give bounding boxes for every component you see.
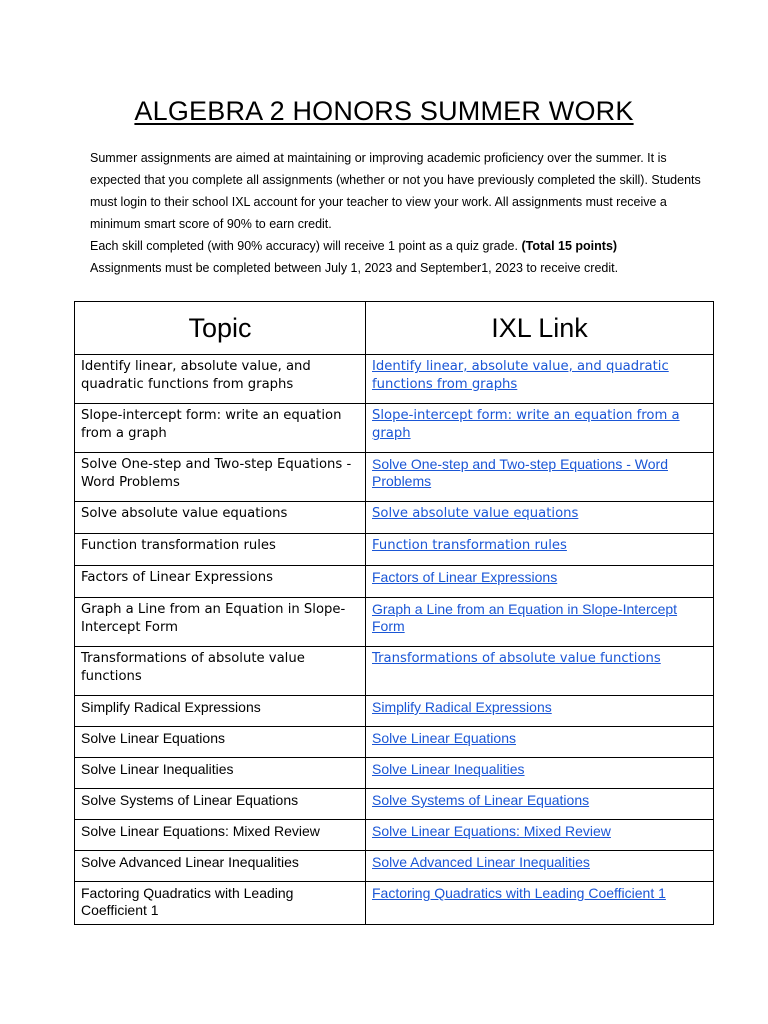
topic-cell: Transformations of absolute value functions: [75, 647, 366, 696]
table-row: [75, 598, 714, 647]
ixl-link[interactable]: Identify linear, absolute value, and quadratic functions from graphs: [372, 359, 669, 392]
topic-cell: Solve Linear Inequalities: [75, 758, 366, 789]
topic-cell: Factoring Quadratics with Leading Coefficient 1: [75, 882, 366, 925]
table-row: [75, 727, 714, 758]
link-cell: [366, 404, 714, 453]
table-row: [75, 534, 714, 566]
intro-points-total: (Total 15 points): [521, 238, 618, 253]
topic-cell: Simplify Radical Expressions: [75, 696, 366, 727]
ixl-link[interactable]: Graph a Line from an Equation in Slope-Intercept Form: [372, 601, 678, 634]
intro-points-text: Each skill completed (with 90% accuracy) will receive 1 point as a quiz grade.: [90, 238, 522, 253]
ixl-link[interactable]: Solve Systems of Linear Equations: [372, 792, 590, 808]
table-row: [75, 355, 714, 404]
table-row: [75, 758, 714, 789]
link-cell: [366, 758, 714, 789]
table-row: [75, 882, 714, 925]
ixl-link[interactable]: Solve One-step and Two-step Equations - Word Problems: [372, 456, 668, 489]
ixl-link[interactable]: Function transformation rules: [372, 538, 567, 553]
link-cell: [366, 647, 714, 696]
table-row: [75, 647, 714, 696]
table-row: [75, 502, 714, 534]
link-cell: [366, 851, 714, 882]
table-header-row: [75, 302, 714, 355]
topic-cell: Solve Linear Equations: Mixed Review: [75, 820, 366, 851]
table-row: [75, 789, 714, 820]
ixl-link[interactable]: Slope-intercept form: write an equation from a graph: [372, 408, 680, 441]
ixl-link[interactable]: Solve Linear Inequalities: [372, 761, 525, 777]
intro-paragraph: Summer assignments are aimed at maintaining or improving academic proficiency over the summer. It is expected that you complete all assignments (whether or not you have previously completed the skill). Students must login to their school IXL account for your teacher to view your work. All assignments must receive a minimum smart score of 90% to earn credit.: [90, 151, 701, 231]
link-cell: [366, 598, 714, 647]
ixl-link[interactable]: Factoring Quadratics with Leading Coefficient 1: [372, 885, 666, 901]
topic-cell: Function transformation rules: [75, 534, 366, 566]
ixl-link[interactable]: Solve absolute value equations: [372, 506, 579, 521]
skills-table: [74, 301, 714, 925]
topic-cell: Identify linear, absolute value, and quadratic functions from graphs: [75, 355, 366, 404]
link-cell: [366, 355, 714, 404]
topic-cell: Solve Linear Equations: [75, 727, 366, 758]
table-row: [75, 820, 714, 851]
topic-cell: Slope-intercept form: write an equation from a graph: [75, 404, 366, 453]
topic-cell: Solve absolute value equations: [75, 502, 366, 534]
intro-points-line: [90, 236, 710, 258]
topic-cell: Solve One-step and Two-step Equations - Word Problems: [75, 453, 366, 502]
link-cell: [366, 566, 714, 598]
ixl-link[interactable]: Solve Linear Equations: [372, 730, 516, 746]
topic-cell: Graph a Line from an Equation in Slope-Intercept Form: [75, 598, 366, 647]
link-cell: [366, 727, 714, 758]
topic-cell: Solve Systems of Linear Equations: [75, 789, 366, 820]
ixl-link[interactable]: Solve Advanced Linear Inequalities: [372, 854, 590, 870]
header-ixl-link: IXL Link: [366, 302, 714, 355]
page-title: ALGEBRA 2 HONORS SUMMER WORK: [134, 96, 634, 126]
table-row: [75, 453, 714, 502]
link-cell: [366, 696, 714, 727]
ixl-link[interactable]: Factors of Linear Expressions: [372, 569, 558, 585]
table-row: [75, 566, 714, 598]
link-cell: [366, 820, 714, 851]
topic-cell: Factors of Linear Expressions: [75, 566, 366, 598]
ixl-link[interactable]: Simplify Radical Expressions: [372, 699, 552, 715]
link-cell: [366, 882, 714, 925]
intro-deadline-line: Assignments must be completed between July 1, 2023 and September1, 2023 to receive credit.: [90, 260, 619, 275]
ixl-link[interactable]: Solve Linear Equations: Mixed Review: [372, 823, 611, 839]
table-row: [75, 696, 714, 727]
intro-text: [90, 148, 710, 279]
link-cell: [366, 453, 714, 502]
table-row: [75, 404, 714, 453]
link-cell: [366, 502, 714, 534]
header-topic: Topic: [75, 302, 366, 355]
topic-cell: Solve Advanced Linear Inequalities: [75, 851, 366, 882]
link-cell: [366, 789, 714, 820]
table-row: [75, 851, 714, 882]
link-cell: [366, 534, 714, 566]
ixl-link[interactable]: Transformations of absolute value functions: [372, 651, 661, 666]
